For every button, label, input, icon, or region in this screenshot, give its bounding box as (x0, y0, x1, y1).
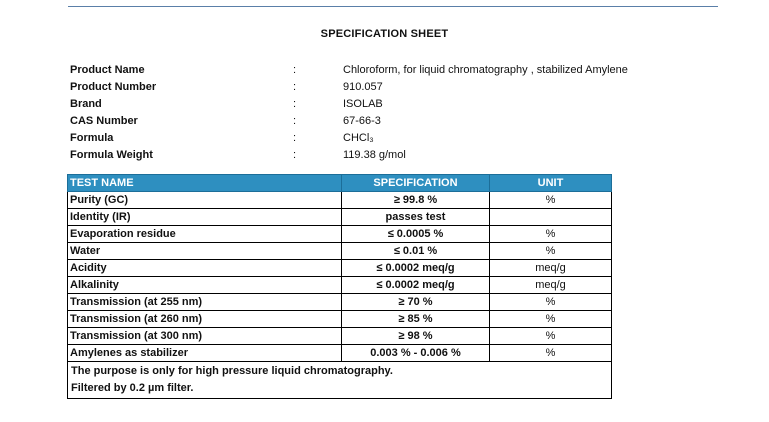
test-name-cell: Alkalinity (68, 277, 342, 294)
column-header-test-name: TEST NAME (68, 175, 342, 192)
info-label: Formula Weight (70, 149, 153, 161)
unit-cell: % (490, 226, 612, 243)
table-row (68, 192, 612, 209)
note-line-filter: Filtered by 0.2 µm filter. (71, 382, 194, 394)
info-colon: : (293, 149, 297, 161)
info-value: 67-66-3 (343, 115, 381, 127)
info-label: CAS Number (70, 115, 138, 127)
unit-cell: % (490, 294, 612, 311)
column-header-unit: UNIT (490, 175, 612, 192)
table-row (68, 345, 612, 362)
specification-cell: ≥ 98 % (342, 328, 490, 345)
table-row (68, 294, 612, 311)
test-name-cell: Transmission (at 260 nm) (68, 311, 342, 328)
info-label: Formula (70, 132, 114, 144)
specification-cell: ≤ 0.0005 % (342, 226, 490, 243)
unit-cell: % (490, 345, 612, 362)
specification-cell: ≥ 85 % (342, 311, 490, 328)
test-name-cell: Acidity (68, 260, 342, 277)
info-colon: : (293, 64, 297, 76)
info-value: Chloroform, for liquid chromatography , stabilized Amylene (343, 64, 628, 76)
info-label: Product Name (70, 64, 145, 76)
table-row (68, 226, 612, 243)
specification-cell: ≥ 70 % (342, 294, 490, 311)
info-value: 910.057 (343, 81, 383, 93)
specification-cell: ≤ 0.0002 meq/g (342, 277, 490, 294)
test-name-cell: Amylenes as stabilizer (68, 345, 342, 362)
unit-cell: meq/g (490, 260, 612, 277)
test-name-cell: Identity (IR) (68, 209, 342, 226)
test-name-cell: Transmission (at 300 nm) (68, 328, 342, 345)
specification-cell: passes test (342, 209, 490, 226)
specification-table (67, 174, 612, 399)
column-header-specification: SPECIFICATION (342, 175, 490, 192)
specification-cell: ≤ 0.01 % (342, 243, 490, 260)
table-note-row (68, 362, 612, 399)
table-row (68, 260, 612, 277)
unit-cell: % (490, 328, 612, 345)
top-divider (68, 6, 718, 7)
test-name-cell: Water (68, 243, 342, 260)
table-row (68, 311, 612, 328)
info-label: Brand (70, 98, 102, 110)
test-name-cell: Evaporation residue (68, 226, 342, 243)
specification-cell: ≥ 99.8 % (342, 192, 490, 209)
info-colon: : (293, 98, 297, 110)
info-label: Product Number (70, 81, 157, 93)
unit-cell: % (490, 243, 612, 260)
info-colon: : (293, 115, 297, 127)
info-colon: : (293, 132, 297, 144)
info-value: CHCl₃ (343, 132, 374, 144)
page-title: SPECIFICATION SHEET (320, 28, 449, 40)
info-value: 119.38 g/mol (343, 149, 406, 161)
unit-cell: % (490, 311, 612, 328)
table-row (68, 277, 612, 294)
specification-cell: ≤ 0.0002 meq/g (342, 260, 490, 277)
specification-cell: 0.003 % - 0.006 % (342, 345, 490, 362)
note-line-purpose: The purpose is only for high pressure liquid chromatography. (71, 365, 393, 377)
test-name-cell: Transmission (at 255 nm) (68, 294, 342, 311)
table-note (68, 362, 612, 399)
info-colon: : (293, 81, 297, 93)
unit-cell: meq/g (490, 277, 612, 294)
table-row (68, 328, 612, 345)
test-name-cell: Purity (GC) (68, 192, 342, 209)
table-row (68, 209, 612, 226)
unit-cell: % (490, 192, 612, 209)
info-value: ISOLAB (343, 98, 383, 110)
table-row (68, 243, 612, 260)
unit-cell (490, 209, 612, 226)
table-header-row (68, 175, 612, 192)
